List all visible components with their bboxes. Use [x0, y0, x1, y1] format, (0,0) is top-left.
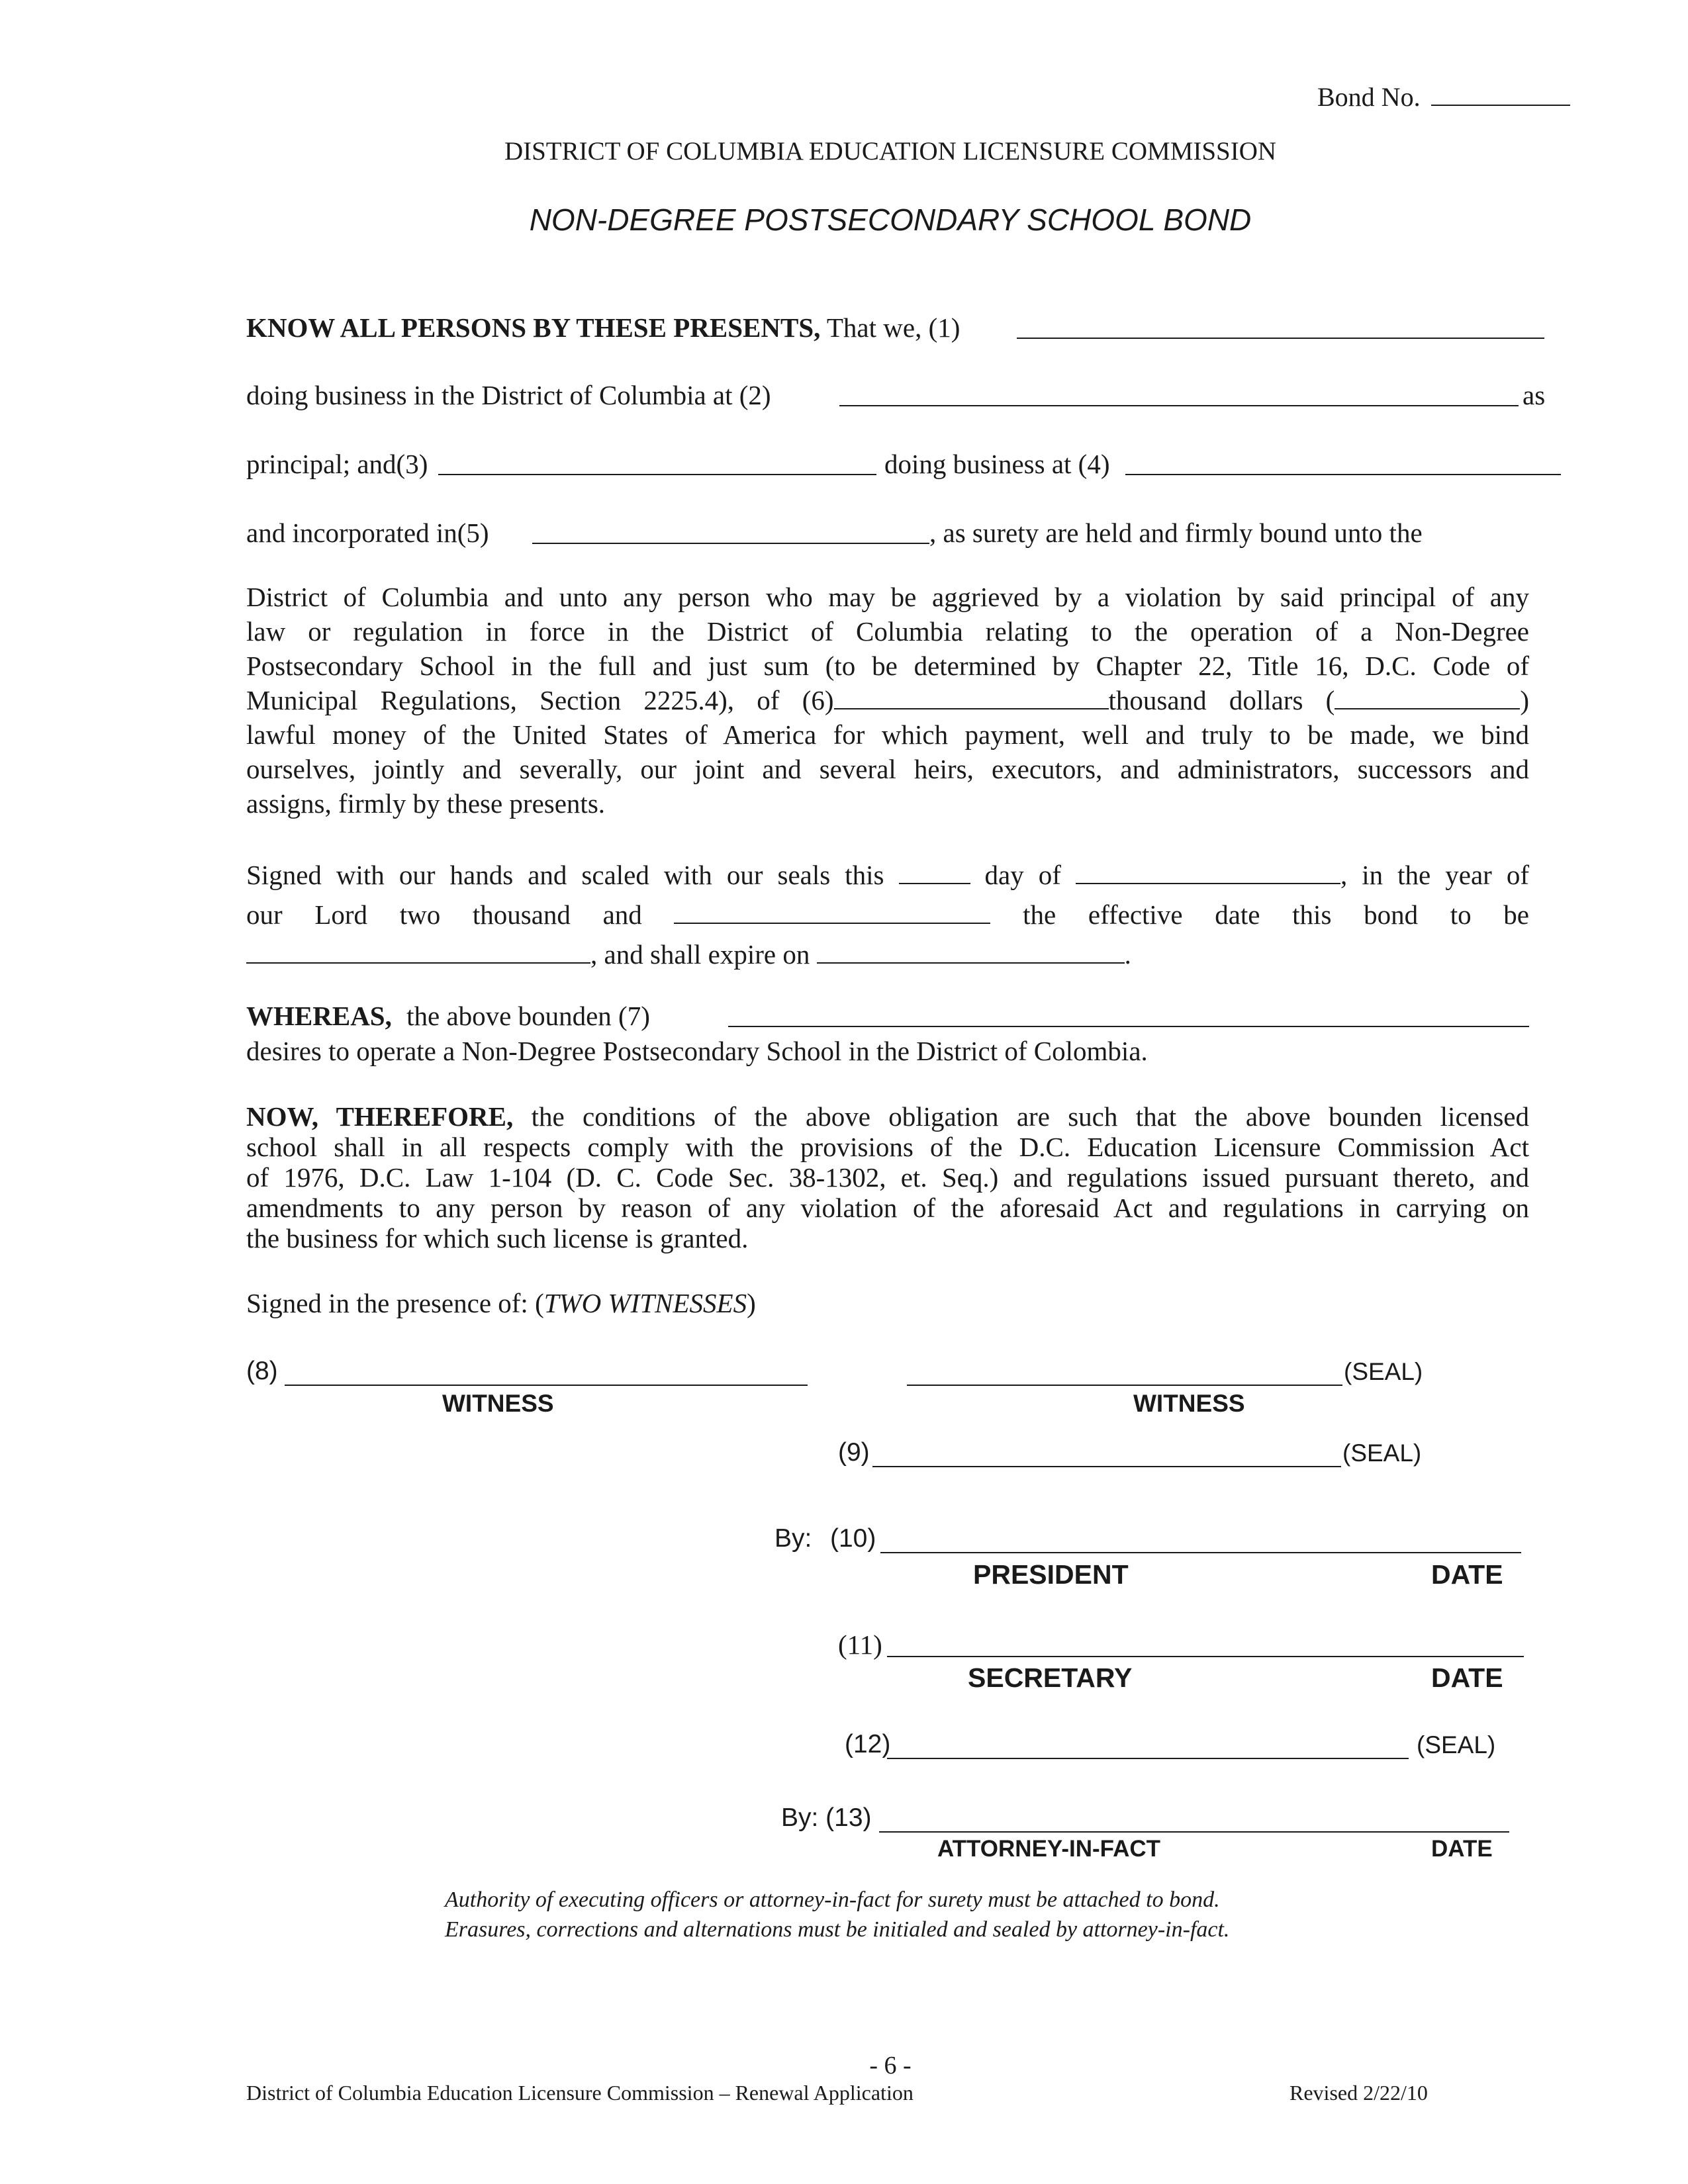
president-label: PRESIDENT [973, 1559, 1129, 1590]
sum-numeric-field[interactable] [1335, 686, 1520, 709]
page-number: - 6 - [869, 2052, 912, 2079]
president-signature-field[interactable] [880, 1552, 1521, 1553]
bond-number [1317, 81, 1570, 114]
paragraph-line: District of Columbia and unto any person who may be aggrieved by a violation by said principal of any [246, 582, 1529, 612]
footer-left: District of Columbia Education Licensure Commission – Renewal Application [246, 2081, 914, 2105]
year-field[interactable] [674, 900, 990, 924]
signed-text-b: day of [984, 860, 1061, 890]
surety-name-field[interactable] [438, 474, 876, 475]
page-title: NON-DEGREE POSTSECONDARY SCHOOL BOND [529, 203, 1252, 237]
signed-text-f: , and shall expire on [590, 939, 810, 970]
as-label: as [1523, 380, 1546, 410]
know-all-text: That we, (1) [826, 312, 961, 343]
parties-line-1 [246, 311, 960, 345]
president-date-label: DATE [1431, 1559, 1503, 1590]
school-name-field[interactable] [728, 1026, 1529, 1027]
agency-heading: DISTRICT OF COLUMBIA EDUCATION LICENSURE COMMISSION [504, 137, 1277, 165]
surety-address-label: doing business at (4) [884, 449, 1110, 479]
signed-text-g: . [1124, 939, 1131, 970]
authority-note: Authority of executing officers or attorney-in-fact for surety must be attached to bond. [445, 1888, 1220, 1912]
principal-name-field[interactable] [1017, 338, 1544, 339]
witness-2-seal: (SEAL) [1344, 1358, 1423, 1385]
signed-text-c: , in the year of [1340, 860, 1529, 890]
paragraph-line: assigns, firmly by these presents. [246, 788, 606, 819]
sum-text-b: thousand dollars ( [1108, 685, 1335, 715]
attorney-label: ATTORNEY-IN-FACT [937, 1836, 1161, 1862]
whereas-desire: desires to operate a Non-Degree Postsecondary School in the District of Colombia. [246, 1036, 1148, 1066]
paragraph-line [246, 1101, 1529, 1132]
signature-12-number: (12) [845, 1730, 891, 1758]
month-field[interactable] [1076, 860, 1340, 884]
witness-2-label: WITNESS [1133, 1390, 1245, 1417]
footer-revision: Revised 2/22/10 [1289, 2081, 1428, 2105]
secretary-date-label: DATE [1431, 1662, 1503, 1693]
witness-1-number: (8) [246, 1357, 278, 1385]
paragraph-line: lawful money of the United States of America for which payment, well and truly to be made, we bind [246, 719, 1529, 750]
presence-text: Signed in the presence of: ( [246, 1288, 544, 1318]
paragraph-line: amendments to any person by reason of any violation of the aforesaid Act and regulations in carrying on [246, 1193, 1529, 1223]
paragraph-line: Postsecondary School in the full and just sum (to be determined by Chapter 22, Title 16, D.C. Code of [246, 651, 1529, 681]
signature-10-number: (10) [830, 1524, 876, 1553]
attorney-signature-field[interactable] [879, 1831, 1509, 1833]
attorney-date-label: DATE [1431, 1836, 1493, 1862]
signature-12-field[interactable] [887, 1758, 1409, 1759]
whereas-heading: WHEREAS, [246, 1001, 392, 1031]
know-all-heading: KNOW ALL PERSONS BY THESE PRESENTS, [246, 312, 821, 343]
whereas-line [246, 999, 650, 1033]
day-field[interactable] [899, 860, 970, 884]
signature-9-number: (9) [838, 1438, 870, 1467]
two-witnesses-text: TWO WITNESSES [543, 1288, 747, 1318]
signature-12-seal: (SEAL) [1417, 1731, 1496, 1758]
principal-address-field[interactable] [839, 405, 1519, 406]
signature-9-field[interactable] [872, 1466, 1341, 1467]
witness-instruction [246, 1287, 756, 1320]
witness-2-signature-field[interactable] [907, 1385, 1342, 1386]
whereas-text: the above bounden (7) [406, 1001, 650, 1031]
signing-line-2 [246, 895, 1529, 934]
witness-1-label: WITNESS [442, 1390, 554, 1417]
incorporated-label: and incorporated in(5) [246, 518, 489, 548]
secretary-signature-field[interactable] [887, 1656, 1524, 1657]
now-therefore-heading: NOW, THEREFORE, [246, 1101, 514, 1132]
now-text: the conditions of the above obligation are such that the above bounden licensed [531, 1101, 1530, 1132]
sum-text-c: ) [1520, 685, 1529, 715]
presence-close: ) [747, 1288, 756, 1318]
paragraph-line: school shall in all respects comply with the provisions of the D.C. Education Licensure Commission Act [246, 1132, 1529, 1162]
sum-words-field[interactable] [834, 686, 1109, 709]
paragraph-line: the business for which such license is granted. [246, 1223, 749, 1253]
paragraph-line: of 1976, D.C. Law 1-104 (D. C. Code Sec. 38-1302, et. Seq.) and regulations issued pursuant thereto, and [246, 1162, 1529, 1193]
signed-text-e: the effective date this bond to be [1023, 899, 1529, 930]
erasures-note: Erasures, corrections and alternations must be initialed and sealed by attorney-in-fact. [445, 1917, 1230, 1942]
signed-text-d: our Lord two thousand and [246, 899, 642, 930]
signing-paragraph [246, 855, 1529, 974]
business-address-label: doing business in the District of Columbia at (2) [246, 380, 771, 410]
signed-text-a: Signed with our hands and scaled with our seals this [246, 860, 884, 890]
effective-date-field[interactable] [246, 940, 590, 964]
by-label-president: By: [774, 1524, 812, 1553]
surety-held-text: , as surety are held and firmly bound unto the [929, 518, 1423, 548]
signing-line-1 [246, 855, 1529, 895]
incorporated-state-field[interactable] [532, 543, 929, 544]
signature-13-number: By: (13) [781, 1803, 872, 1832]
paragraph-line: law or regulation in force in the District of Columbia relating to the operation of a Non-Degree [246, 616, 1529, 647]
secretary-label: SECRETARY [968, 1662, 1133, 1693]
bond-number-label: Bond No. [1317, 82, 1421, 112]
signing-line-3 [246, 934, 1529, 974]
signature-11-number: (11) [838, 1629, 882, 1660]
witness-1-signature-field[interactable] [285, 1385, 808, 1386]
bond-number-field[interactable] [1431, 82, 1570, 106]
obligation-paragraph [246, 580, 1529, 821]
signature-9-seal: (SEAL) [1342, 1439, 1422, 1467]
sum-line [246, 683, 1529, 717]
principal-and-label: principal; and(3) [246, 449, 428, 479]
sum-text-a: Municipal Regulations, Section 2225.4), of (6) [246, 685, 834, 715]
expiration-date-field[interactable] [817, 940, 1125, 964]
paragraph-line: ourselves, jointly and severally, our joint and several heirs, executors, and administrators, successors and [246, 754, 1529, 784]
surety-address-field[interactable] [1125, 474, 1561, 475]
conditions-paragraph [246, 1101, 1529, 1253]
